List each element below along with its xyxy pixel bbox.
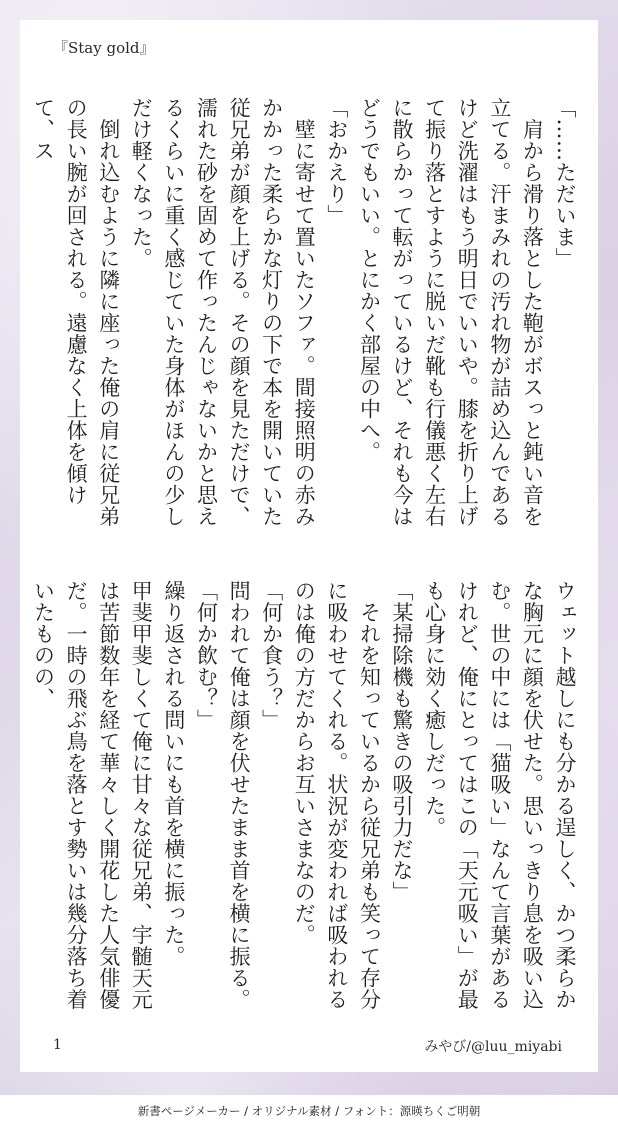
page-number: 1 xyxy=(53,1037,62,1053)
paragraph: 壁に寄せて置いたソファ。間接照明の赤みかかった柔らかな灯りの下で本を開いていた従兄弟が顔を上げる。その顔を見ただけで、濡れた砂を固めて作ったんじゃないかと思えるくらいに重く感じていた身体がほんの少しだけ軽くなった。 xyxy=(129,97,317,527)
paragraph: 問われて俺は顔を伏せたまま首を横に振る。 xyxy=(227,580,252,1010)
paragraph: 繰り返される問いにも首を横に振った。 xyxy=(161,580,186,967)
book-page xyxy=(20,20,598,1072)
paragraph: 「何か飲む？」 xyxy=(194,580,219,731)
paragraph: 「某掃除機も驚きの吸引力だな」 xyxy=(390,580,415,903)
paragraph: 甲斐甲斐しくて俺に甘々な従兄弟、宇髄天元は苦節数年を経て華々しく開花した人気俳優だ。一時の飛ぶ鳥を落とす勢いは幾分落ち着いたものの、 xyxy=(31,580,154,1010)
paragraph: それを知っているから従兄弟も笑って存分に吸わせてくれる。状況が変われば吸われるのは俺の方だからお互いさまなのだ。 xyxy=(292,580,382,1010)
generator-credit: 新書ページメーカー / オリジナル素材 / フォント：源暎ちくご明朝 xyxy=(137,1104,481,1118)
text-column-bottom xyxy=(31,580,581,1020)
paragraph: 「おかえり」 xyxy=(324,97,349,226)
paragraph: 肩から滑り落とした鞄がボスっと鈍い音を立てる。汗まみれの汚れ物が詰め込んであるけど洗濯はもう明日でいいや。膝を折り上げて振り落とすように脱いだ靴も行儀悪く左右に散らかって転がっているけど、それも今はどうでもいい。とにかく部屋の中へ。 xyxy=(357,97,545,527)
text-column-top xyxy=(31,97,581,538)
paragraph: 「何か食う？」 xyxy=(259,580,284,731)
running-title: 『Stay gold』 xyxy=(53,39,155,57)
paragraph: 「……ただいま」 xyxy=(553,97,577,269)
paragraph: ウェット越しにも分かる逞しく、かつ柔らかな胸元に顔を伏せた。思いっきり息を吸い込む。世の中には「猫吸い」なんて言葉があるけれど、俺にとってはこの「天元吸い」が最も心身に効く癒しだった。 xyxy=(422,580,577,1010)
paragraph: 倒れ込むように隣に座った俺の肩に従兄弟の長い腕が回される。遠慮なく上体を傾けて、ス xyxy=(31,97,121,527)
author-credit: みやび/@luu_miyabi xyxy=(424,1039,562,1055)
